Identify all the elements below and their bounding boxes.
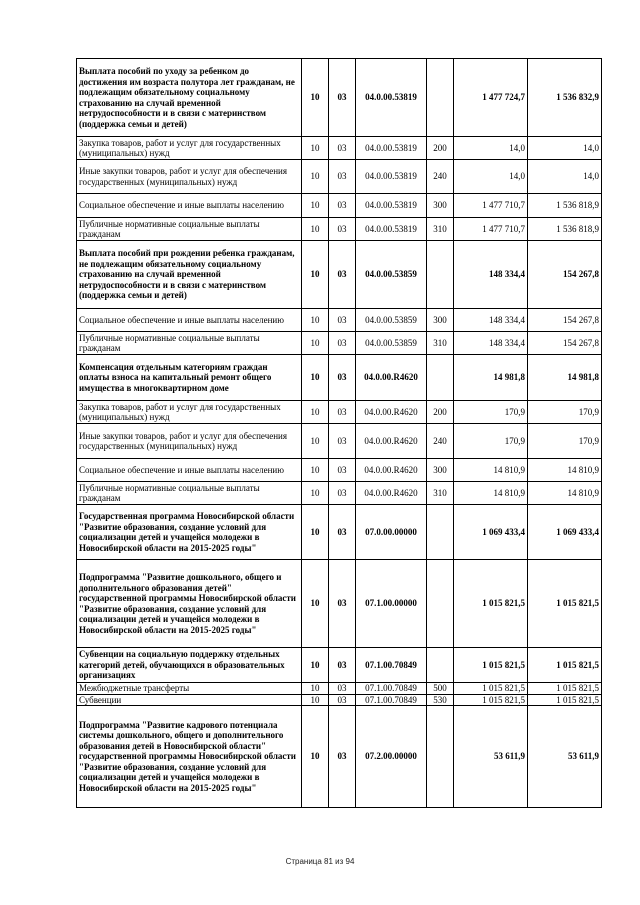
budget-table-body <box>77 59 602 808</box>
row-amount-year1: 1 015 821,5 <box>454 560 528 648</box>
row-section: 10 <box>302 560 329 648</box>
table-row <box>77 309 602 332</box>
row-section: 10 <box>302 401 329 424</box>
row-section: 10 <box>302 59 329 137</box>
row-target-article: 04.0.00.53859 <box>356 241 427 309</box>
row-target-article: 04.0.00.53819 <box>356 59 427 137</box>
row-amount-year1: 1 015 821,5 <box>454 694 528 706</box>
row-name: Выплата пособий по уходу за ребенком до достижения им возраста полутора лет гражданам, не подлежащим обязательному социальному страхованию на случай временной нетрудоспособности и в связи с материнством (поддержка семьи и детей) <box>77 59 302 137</box>
row-subsection: 03 <box>329 194 356 218</box>
row-amount-year2: 1 069 433,4 <box>528 505 602 560</box>
table-row <box>77 648 602 683</box>
row-subsection: 03 <box>329 482 356 505</box>
row-section: 10 <box>302 683 329 695</box>
row-subsection: 03 <box>329 355 356 401</box>
table-row <box>77 683 602 695</box>
row-expense-type: 500 <box>427 683 454 695</box>
row-subsection: 03 <box>329 706 356 808</box>
row-expense-type <box>427 355 454 401</box>
table-row <box>77 505 602 560</box>
table-row <box>77 59 602 137</box>
row-name: Подпрограмма "Развитие дошкольного, общего и дополнительного образования детей" государственной программы Новосибирской области "Развитие образования, создание условий для социализации детей и учащейся молодежи в Новосибирской области на 2015-2025 годы" <box>77 560 302 648</box>
row-name: Межбюджетные трансферты <box>77 683 302 695</box>
row-expense-type <box>427 505 454 560</box>
row-name: Субвенции <box>77 694 302 706</box>
row-subsection: 03 <box>329 560 356 648</box>
row-section: 10 <box>302 160 329 194</box>
table-row <box>77 194 602 218</box>
row-subsection: 03 <box>329 505 356 560</box>
row-target-article: 04.0.00.R4620 <box>356 424 427 459</box>
row-name: Социальное обеспечение и иные выплаты населению <box>77 309 302 332</box>
row-amount-year2: 170,9 <box>528 424 602 459</box>
row-name: Компенсация отдельным категориям граждан оплаты взноса на капитальный ремонт общего имущества в многоквартирном доме <box>77 355 302 401</box>
row-target-article: 07.1.00.00000 <box>356 560 427 648</box>
row-amount-year2: 14 981,8 <box>528 355 602 401</box>
row-section: 10 <box>302 424 329 459</box>
row-amount-year2: 14,0 <box>528 160 602 194</box>
table-row <box>77 137 602 160</box>
row-name: Выплата пособий при рождении ребенка гражданам, не подлежащим обязательному социальному страхованию на случай временной нетрудоспособности и в связи с материнством (поддержка семьи и детей) <box>77 241 302 309</box>
row-name: Социальное обеспечение и иные выплаты населению <box>77 194 302 218</box>
row-target-article: 04.0.00.53819 <box>356 194 427 218</box>
row-amount-year1: 14,0 <box>454 160 528 194</box>
row-amount-year1: 1 477 724,7 <box>454 59 528 137</box>
row-amount-year1: 148 334,4 <box>454 241 528 309</box>
table-row <box>77 332 602 355</box>
row-amount-year2: 1 015 821,5 <box>528 648 602 683</box>
row-expense-type <box>427 560 454 648</box>
row-name: Публичные нормативные социальные выплаты гражданам <box>77 482 302 505</box>
row-amount-year2: 1 015 821,5 <box>528 683 602 695</box>
row-target-article: 07.0.00.00000 <box>356 505 427 560</box>
row-expense-type: 240 <box>427 424 454 459</box>
row-target-article: 04.0.00.R4620 <box>356 459 427 482</box>
row-section: 10 <box>302 505 329 560</box>
row-amount-year2: 1 015 821,5 <box>528 694 602 706</box>
row-expense-type: 530 <box>427 694 454 706</box>
table-row <box>77 560 602 648</box>
row-amount-year2: 14 810,9 <box>528 459 602 482</box>
row-amount-year1: 1 069 433,4 <box>454 505 528 560</box>
row-expense-type: 200 <box>427 137 454 160</box>
row-subsection: 03 <box>329 59 356 137</box>
table-row <box>77 160 602 194</box>
row-target-article: 07.2.00.00000 <box>356 706 427 808</box>
row-amount-year2: 14 810,9 <box>528 482 602 505</box>
row-target-article: 04.0.00.R4620 <box>356 355 427 401</box>
row-expense-type: 240 <box>427 160 454 194</box>
table-row <box>77 424 602 459</box>
row-subsection: 03 <box>329 332 356 355</box>
row-section: 10 <box>302 706 329 808</box>
row-subsection: 03 <box>329 218 356 241</box>
row-amount-year2: 1 536 818,9 <box>528 194 602 218</box>
row-subsection: 03 <box>329 401 356 424</box>
row-amount-year1: 170,9 <box>454 401 528 424</box>
row-section: 10 <box>302 332 329 355</box>
row-expense-type <box>427 648 454 683</box>
table-row <box>77 694 602 706</box>
row-name: Публичные нормативные социальные выплаты гражданам <box>77 218 302 241</box>
row-name: Публичные нормативные социальные выплаты гражданам <box>77 332 302 355</box>
page-number: Страница 81 из 94 <box>285 857 355 866</box>
row-name: Социальное обеспечение и иные выплаты населению <box>77 459 302 482</box>
row-subsection: 03 <box>329 309 356 332</box>
row-target-article: 07.1.00.70849 <box>356 694 427 706</box>
row-name: Подпрограмма "Развитие кадрового потенциала системы дошкольного, общего и дополнительного образования детей в Новосибирской области" государственной программы Новосибирской области "Развитие образования, создание условий для социализации детей и учащейся молодежи в Новосибирской области на 2015-2025 годы" <box>77 706 302 808</box>
row-subsection: 03 <box>329 694 356 706</box>
table-row <box>77 706 602 808</box>
row-target-article: 04.0.00.53859 <box>356 332 427 355</box>
row-amount-year2: 154 267,8 <box>528 309 602 332</box>
row-name: Субвенции на социальную поддержку отдельных категорий детей, обучающихся в образовательных организациях <box>77 648 302 683</box>
row-subsection: 03 <box>329 137 356 160</box>
row-name: Закупка товаров, работ и услуг для государственных (муниципальных) нужд <box>77 137 302 160</box>
row-amount-year1: 1 015 821,5 <box>454 683 528 695</box>
row-expense-type: 300 <box>427 309 454 332</box>
row-expense-type: 200 <box>427 401 454 424</box>
row-amount-year1: 14 810,9 <box>454 482 528 505</box>
row-subsection: 03 <box>329 683 356 695</box>
row-amount-year1: 14,0 <box>454 137 528 160</box>
row-target-article: 07.1.00.70849 <box>356 648 427 683</box>
budget-table <box>76 58 602 808</box>
row-name: Закупка товаров, работ и услуг для государственных (муниципальных) нужд <box>77 401 302 424</box>
row-expense-type: 310 <box>427 218 454 241</box>
table-row <box>77 482 602 505</box>
row-target-article: 04.0.00.53819 <box>356 137 427 160</box>
row-subsection: 03 <box>329 648 356 683</box>
row-target-article: 04.0.00.R4620 <box>356 482 427 505</box>
row-expense-type <box>427 241 454 309</box>
row-subsection: 03 <box>329 241 356 309</box>
row-amount-year1: 148 334,4 <box>454 309 528 332</box>
row-section: 10 <box>302 137 329 160</box>
row-amount-year2: 154 267,8 <box>528 241 602 309</box>
row-target-article: 04.0.00.53819 <box>356 218 427 241</box>
table-row <box>77 459 602 482</box>
table-row <box>77 241 602 309</box>
row-amount-year1: 148 334,4 <box>454 332 528 355</box>
row-target-article: 04.0.00.53859 <box>356 309 427 332</box>
row-amount-year1: 14 981,8 <box>454 355 528 401</box>
row-section: 10 <box>302 194 329 218</box>
row-expense-type <box>427 59 454 137</box>
row-amount-year2: 170,9 <box>528 401 602 424</box>
row-amount-year2: 1 536 832,9 <box>528 59 602 137</box>
row-amount-year2: 53 611,9 <box>528 706 602 808</box>
row-section: 10 <box>302 241 329 309</box>
row-section: 10 <box>302 218 329 241</box>
row-section: 10 <box>302 694 329 706</box>
row-section: 10 <box>302 355 329 401</box>
row-expense-type: 300 <box>427 459 454 482</box>
row-target-article: 04.0.00.R4620 <box>356 401 427 424</box>
table-row <box>77 218 602 241</box>
row-section: 10 <box>302 459 329 482</box>
row-amount-year2: 154 267,8 <box>528 332 602 355</box>
row-amount-year1: 14 810,9 <box>454 459 528 482</box>
row-subsection: 03 <box>329 160 356 194</box>
row-amount-year2: 1 536 818,9 <box>528 218 602 241</box>
table-row <box>77 355 602 401</box>
row-name: Иные закупки товаров, работ и услуг для обеспечения государственных (муниципальных) нужд <box>77 424 302 459</box>
row-expense-type <box>427 706 454 808</box>
row-name: Иные закупки товаров, работ и услуг для обеспечения государственных (муниципальных) нужд <box>77 160 302 194</box>
row-expense-type: 310 <box>427 332 454 355</box>
row-target-article: 04.0.00.53819 <box>356 160 427 194</box>
row-amount-year1: 170,9 <box>454 424 528 459</box>
row-name: Государственная программа Новосибирской области "Развитие образования, создание условий для социализации детей и учащейся молодежи в Новосибирской области на 2015-2025 годы" <box>77 505 302 560</box>
row-target-article: 07.1.00.70849 <box>356 683 427 695</box>
row-subsection: 03 <box>329 459 356 482</box>
row-section: 10 <box>302 309 329 332</box>
row-section: 10 <box>302 482 329 505</box>
row-expense-type: 300 <box>427 194 454 218</box>
row-amount-year1: 53 611,9 <box>454 706 528 808</box>
row-amount-year2: 14,0 <box>528 137 602 160</box>
table-row <box>77 401 602 424</box>
row-amount-year2: 1 015 821,5 <box>528 560 602 648</box>
row-subsection: 03 <box>329 424 356 459</box>
row-amount-year1: 1 477 710,7 <box>454 218 528 241</box>
row-section: 10 <box>302 648 329 683</box>
row-amount-year1: 1 477 710,7 <box>454 194 528 218</box>
row-expense-type: 310 <box>427 482 454 505</box>
row-amount-year1: 1 015 821,5 <box>454 648 528 683</box>
